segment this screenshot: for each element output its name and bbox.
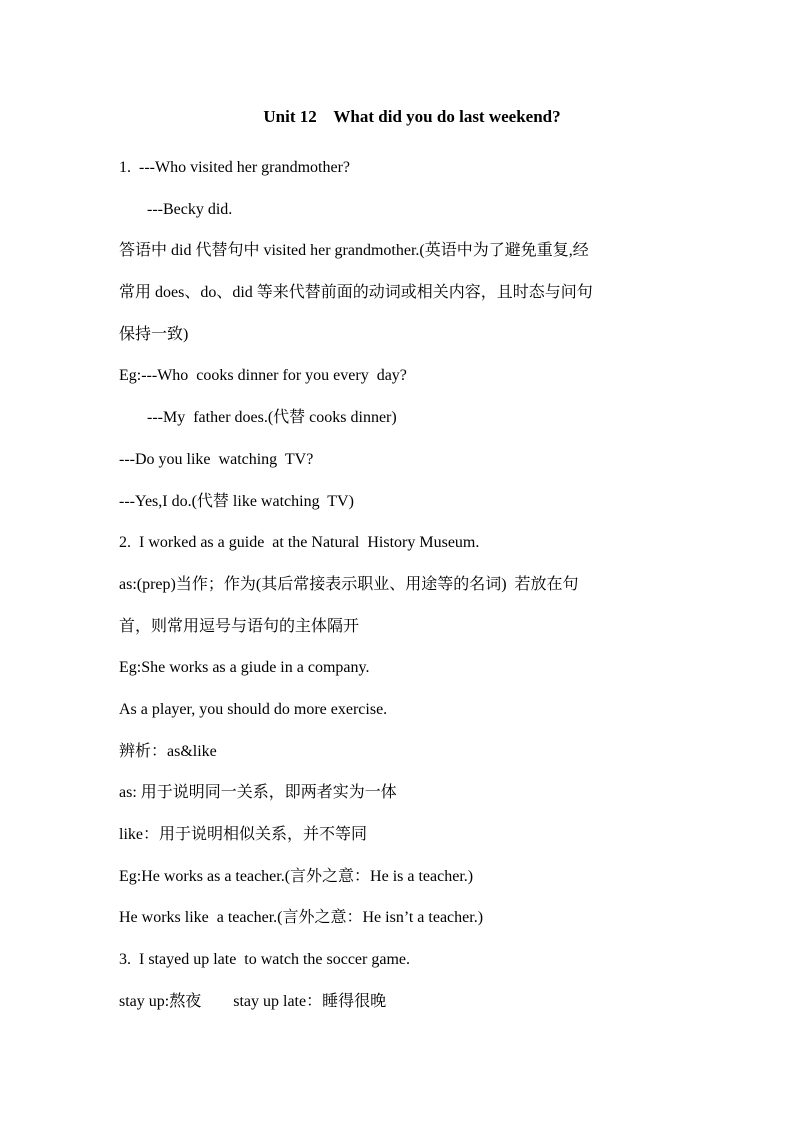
text-line: 辨析：as&like bbox=[119, 742, 217, 760]
page-title: Unit 12 What did you do last weekend? bbox=[263, 107, 561, 126]
text-line: Eg:He works as a teacher.(言外之意：He is a teacher.) bbox=[119, 867, 474, 885]
text-line: ---Yes,I do.(代替 like watching TV) bbox=[119, 492, 354, 510]
text-line: 1. ---Who visited her grandmother? bbox=[119, 159, 351, 176]
text-line: stay up:熬夜 stay up late：睡得很晚 bbox=[119, 992, 387, 1010]
text-line: ---Do you like watching TV? bbox=[119, 450, 314, 468]
text-line: 首，则常用逗号与语句的主体隔开 bbox=[119, 617, 360, 635]
text-line: Eg:She works as a giude in a company. bbox=[119, 659, 370, 677]
text-line: 2. I worked as a guide at the Natural History Museum. bbox=[119, 534, 480, 552]
text-line: as:(prep)当作；作为(其后常接表示职业、用途等的名词) 若放在句 bbox=[119, 575, 579, 593]
text-line: ---My father does.(代替 cooks dinner) bbox=[147, 409, 397, 427]
text-line: Eg:---Who cooks dinner for you every day? bbox=[119, 367, 407, 385]
text-line: As a player, you should do more exercise. bbox=[119, 700, 388, 718]
text-line: ---Becky did. bbox=[147, 200, 233, 218]
text-line: He works like a teacher.(言外之意：He isn’t a teacher.) bbox=[119, 909, 484, 927]
text-line: 保持一致) bbox=[119, 325, 189, 343]
text-line: 答语中 did 代替句中 visited her grandmother.(英语中为了避免重复,经 bbox=[119, 242, 589, 260]
text-line: like：用于说明相似关系，并不等同 bbox=[119, 826, 367, 843]
document-body bbox=[119, 147, 681, 1022]
text-line: as: 用于说明同一关系，即两者实为一体 bbox=[119, 784, 397, 802]
text-line: 3. I stayed up late to watch the soccer game. bbox=[119, 951, 410, 969]
text-line: 常用 does、do、did 等来代替前面的动词或相关内容，且时态与问句 bbox=[119, 284, 593, 302]
